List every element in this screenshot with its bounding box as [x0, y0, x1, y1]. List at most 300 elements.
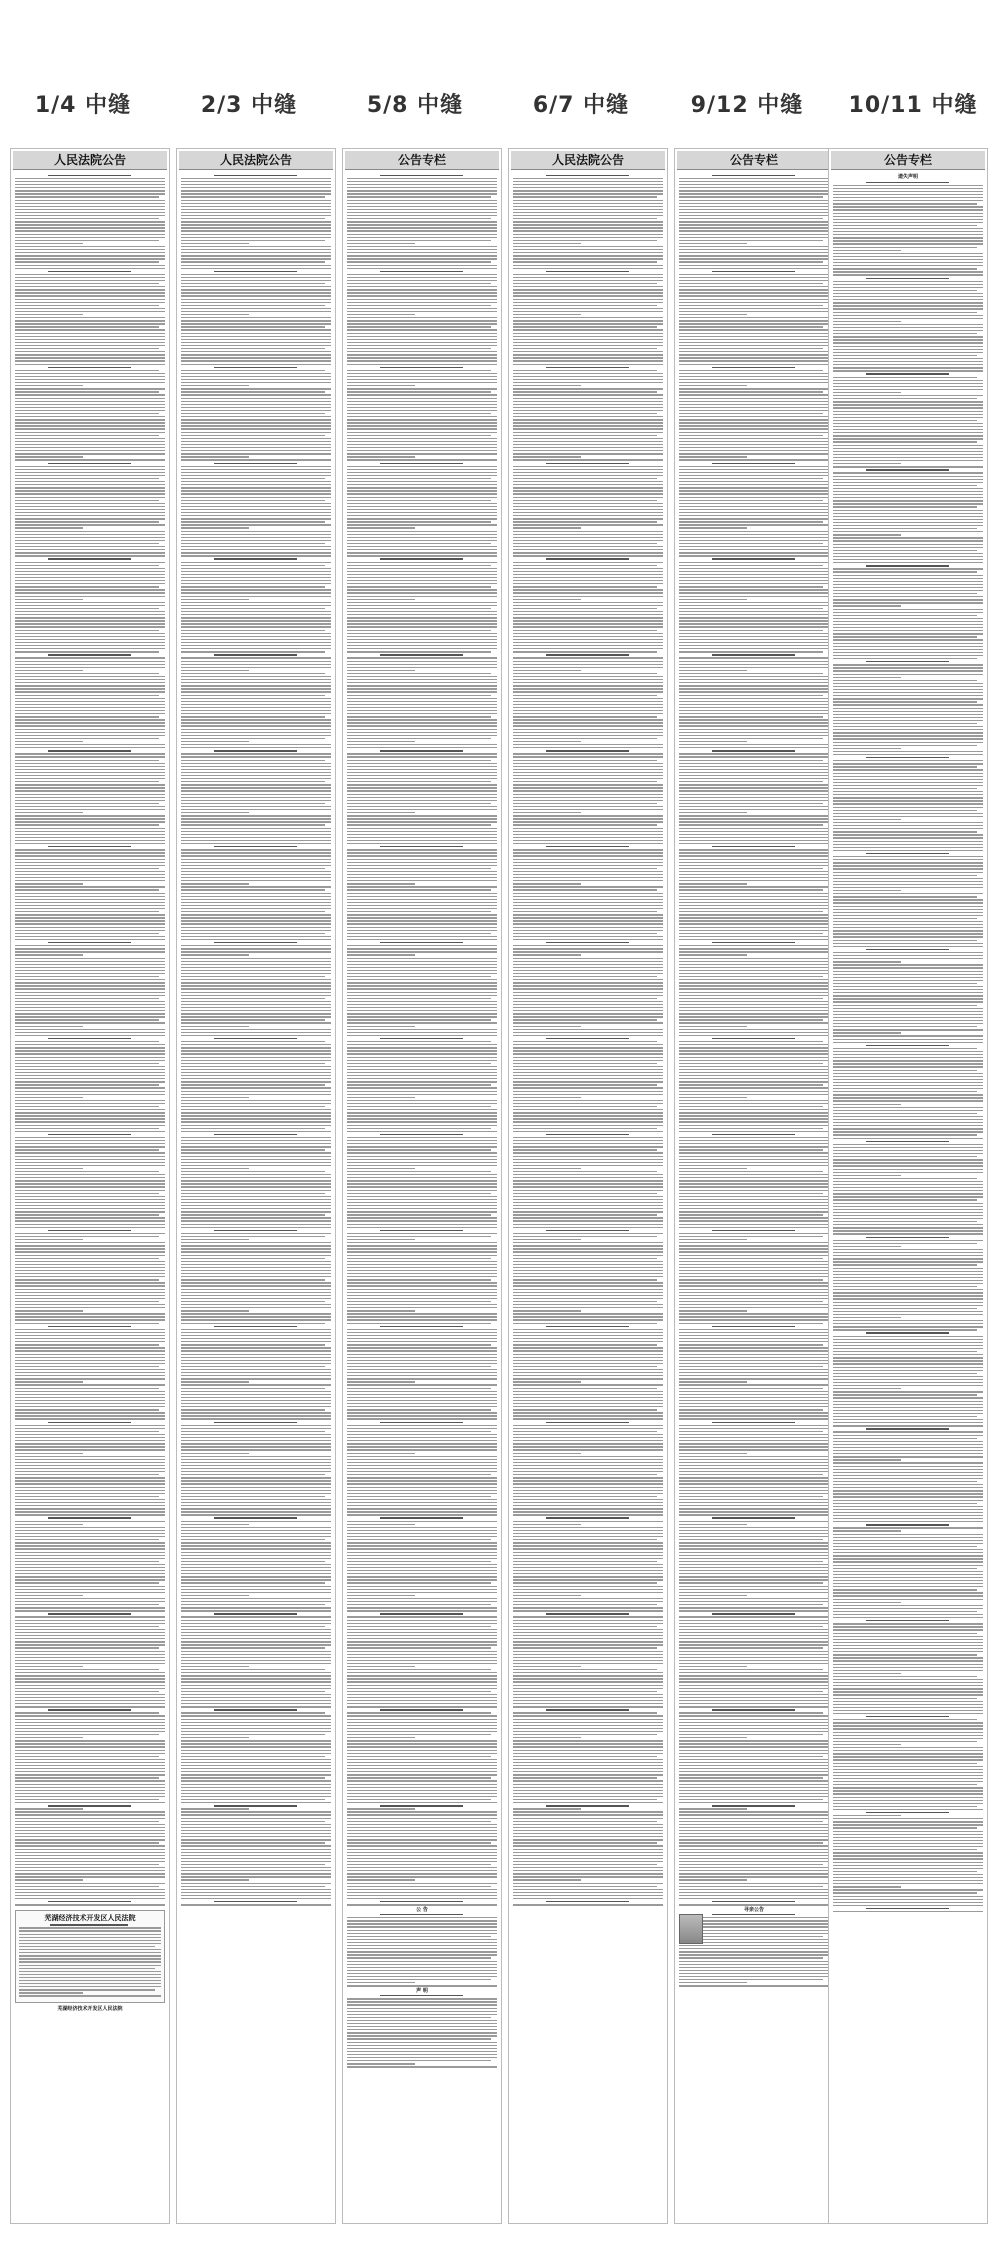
- illegible-text-line: [833, 1645, 983, 1646]
- illegible-text-line: [15, 954, 83, 955]
- illegible-text-line: [347, 1672, 497, 1673]
- illegible-text-line: [513, 614, 663, 615]
- illegible-text-line: [181, 218, 325, 219]
- illegible-text-line: [679, 215, 829, 216]
- illegible-text-line: [347, 1103, 497, 1104]
- illegible-text-line: [15, 1632, 165, 1633]
- illegible-text-line: [181, 1307, 331, 1308]
- illegible-text-line: [513, 679, 663, 680]
- illegible-text-line: [15, 447, 165, 448]
- illegible-text-line: [679, 1338, 829, 1339]
- illegible-text-line: [679, 1412, 829, 1413]
- illegible-text-line: [15, 515, 165, 516]
- illegible-text-line: [513, 404, 663, 405]
- illegible-text-line: [833, 1803, 983, 1804]
- illegible-text-line: [833, 1790, 983, 1791]
- illegible-text-line: [181, 1118, 331, 1119]
- illegible-text-line: [347, 1004, 497, 1005]
- illegible-text-line: [679, 1100, 829, 1101]
- illegible-text-line: [347, 1001, 497, 1002]
- illegible-text-line: [833, 1719, 977, 1720]
- illegible-text-line: [513, 1323, 657, 1324]
- illegible-text-line: [513, 1270, 663, 1271]
- illegible-text-line: [347, 1948, 497, 1949]
- illegible-text-line: [181, 626, 331, 627]
- illegible-text-line: [833, 958, 983, 959]
- illegible-text-line: [679, 493, 829, 494]
- illegible-text-line: [15, 1078, 165, 1079]
- illegible-text-line: [347, 265, 497, 266]
- illegible-text-line: [347, 268, 497, 269]
- illegible-text-line: [513, 756, 663, 757]
- illegible-text-line: [679, 1118, 829, 1119]
- illegible-text-line: [833, 485, 977, 486]
- illegible-text-line: [15, 258, 165, 259]
- illegible-text-line: [347, 998, 491, 999]
- illegible-text-line: [833, 590, 983, 591]
- illegible-text-line: [15, 203, 165, 204]
- illegible-text-line: [15, 1787, 165, 1788]
- illegible-text-line: [833, 946, 983, 947]
- illegible-text-line: [513, 775, 663, 776]
- illegible-text-line: [513, 537, 663, 538]
- illegible-text-line: [513, 394, 663, 395]
- illegible-text-line: [15, 1576, 165, 1577]
- illegible-text-line: [48, 1326, 131, 1327]
- illegible-text-line: [679, 255, 829, 256]
- illegible-text-line: [513, 1756, 657, 1757]
- illegible-text-line: [833, 1462, 983, 1463]
- illegible-text-line: [347, 1607, 497, 1608]
- illegible-text-line: [15, 1289, 165, 1290]
- illegible-text-line: [679, 1849, 829, 1850]
- illegible-text-line: [833, 639, 983, 640]
- illegible-text-line: [679, 633, 829, 634]
- illegible-text-line: [15, 1013, 165, 1014]
- illegible-text-line: [513, 1780, 663, 1781]
- seam-label-1-4: 1/4 中缝: [34, 93, 132, 118]
- illegible-text-line: [15, 1267, 165, 1268]
- illegible-text-line: [15, 416, 165, 417]
- illegible-text-line: [833, 1277, 983, 1278]
- illegible-text-line: [679, 305, 823, 306]
- illegible-text-line: [679, 274, 829, 275]
- illegible-text-line: [513, 1319, 663, 1320]
- illegible-text-line: [513, 1545, 663, 1546]
- illegible-text-line: [513, 923, 663, 924]
- illegible-text-line: [679, 1462, 829, 1463]
- illegible-text-line: [833, 1784, 977, 1785]
- illegible-text-line: [833, 1125, 983, 1126]
- illegible-text-line: [181, 531, 331, 532]
- column-body: [675, 170, 833, 1991]
- illegible-text-line: [833, 1001, 983, 1002]
- illegible-text-line: [15, 716, 159, 717]
- illegible-text-line: [181, 1703, 331, 1704]
- illegible-text-line: [513, 181, 663, 182]
- illegible-text-line: [15, 667, 165, 668]
- illegible-text-line: [347, 589, 497, 590]
- illegible-text-line: [15, 1753, 165, 1754]
- illegible-text-line: [833, 1116, 983, 1117]
- illegible-text-line: [347, 1688, 497, 1689]
- illegible-text-line: [833, 779, 983, 780]
- illegible-text-line: [347, 1029, 497, 1030]
- illegible-text-line: [833, 1035, 983, 1036]
- illegible-text-line: [833, 1005, 977, 1006]
- illegible-text-line: [833, 510, 983, 511]
- illegible-text-line: [679, 679, 829, 680]
- illegible-text-line: [513, 1499, 663, 1500]
- illegible-text-line: [679, 1285, 829, 1286]
- illegible-text-line: [866, 1524, 949, 1525]
- illegible-text-line: [679, 642, 829, 643]
- illegible-text-line: [181, 1097, 249, 1098]
- illegible-text-line: [15, 1347, 165, 1348]
- illegible-text-line: [181, 701, 331, 702]
- illegible-text-line: [15, 1586, 165, 1587]
- illegible-text-line: [513, 320, 663, 321]
- illegible-text-line: [679, 1360, 829, 1361]
- illegible-text-line: [679, 1734, 823, 1735]
- illegible-text-line: [181, 1750, 331, 1751]
- illegible-text-line: [347, 1579, 497, 1580]
- illegible-text-line: [347, 422, 497, 423]
- illegible-text-line: [15, 1121, 165, 1122]
- illegible-text-line: [679, 243, 747, 244]
- illegible-text-line: [181, 608, 325, 609]
- illegible-text-line: [679, 1190, 829, 1191]
- illegible-text-line: [513, 521, 657, 522]
- illegible-text-line: [15, 546, 165, 547]
- illegible-text-line: [679, 419, 829, 420]
- illegible-text-line: [679, 893, 829, 894]
- illegible-text-line: [181, 1273, 331, 1274]
- illegible-text-line: [181, 862, 331, 863]
- illegible-text-line: [833, 578, 983, 579]
- illegible-text-line: [347, 760, 491, 761]
- illegible-text-line: [181, 1196, 331, 1197]
- illegible-text-line: [513, 1505, 663, 1506]
- illegible-text-line: [679, 1239, 747, 1240]
- illegible-text-line: [679, 1282, 829, 1283]
- illegible-text-line: [15, 1165, 165, 1166]
- illegible-text-line: [15, 824, 159, 825]
- illegible-text-line: [15, 1384, 165, 1385]
- illegible-text-line: [15, 453, 165, 454]
- illegible-text-line: [19, 1992, 83, 1993]
- illegible-text-line: [513, 1521, 663, 1522]
- illegible-text-line: [181, 1298, 331, 1299]
- illegible-text-line: [15, 664, 165, 665]
- illegible-text-line: [513, 1022, 663, 1023]
- illegible-text-line: [513, 206, 663, 207]
- illegible-text-line: [679, 664, 829, 665]
- illegible-text-line: [513, 970, 663, 971]
- illegible-text-line: [866, 1332, 949, 1333]
- illegible-text-line: [679, 951, 829, 952]
- illegible-text-line: [15, 1799, 159, 1800]
- illegible-text-line: [833, 1020, 983, 1021]
- illegible-text-line: [513, 398, 663, 399]
- illegible-text-line: [15, 500, 159, 501]
- illegible-text-line: [181, 1072, 331, 1073]
- illegible-text-line: [679, 1490, 829, 1491]
- illegible-text-line: [15, 1719, 165, 1720]
- illegible-text-line: [513, 215, 663, 216]
- illegible-text-line: [15, 534, 165, 535]
- illegible-text-line: [347, 1403, 497, 1404]
- illegible-text-line: [347, 286, 497, 287]
- illegible-text-line: [833, 262, 983, 263]
- illegible-text-line: [679, 1842, 823, 1843]
- illegible-text-line: [181, 1678, 331, 1679]
- illegible-text-line: [15, 1895, 165, 1896]
- illegible-text-line: [15, 880, 165, 881]
- illegible-text-line: [833, 1880, 983, 1881]
- illegible-text-line: [181, 1081, 331, 1082]
- illegible-text-line: [679, 469, 829, 470]
- illegible-text-line: [833, 1391, 983, 1392]
- illegible-text-line: [15, 1641, 165, 1642]
- illegible-text-line: [679, 1542, 829, 1543]
- illegible-text-line: [513, 930, 663, 931]
- illegible-text-line: [380, 1038, 463, 1039]
- illegible-text-line: [15, 1681, 165, 1682]
- illegible-text-line: [833, 568, 983, 569]
- illegible-text-line: [347, 1867, 497, 1868]
- illegible-text-line: [347, 673, 491, 674]
- notice-text-block: [19, 1924, 161, 1996]
- illegible-text-line: [513, 490, 663, 491]
- illegible-text-line: [347, 803, 491, 804]
- illegible-text-line: [15, 1137, 165, 1138]
- illegible-text-line: [679, 398, 829, 399]
- illegible-text-line: [347, 633, 497, 634]
- illegible-text-line: [15, 329, 165, 330]
- illegible-text-line: [50, 1924, 128, 1925]
- illegible-text-line: [513, 218, 657, 219]
- illegible-text-line: [833, 318, 983, 319]
- illegible-text-line: [513, 1555, 663, 1556]
- illegible-text-line: [679, 710, 829, 711]
- illegible-text-line: [679, 1759, 829, 1760]
- illegible-text-line: [347, 936, 497, 937]
- illegible-text-line: [679, 549, 829, 550]
- illegible-text-line: [833, 1175, 901, 1176]
- illegible-text-line: [347, 317, 497, 318]
- illegible-text-line: [181, 617, 331, 618]
- illegible-text-line: [181, 1774, 331, 1775]
- illegible-text-line: [833, 1756, 983, 1757]
- illegible-text-line: [679, 1022, 829, 1023]
- illegible-text-line: [513, 1375, 663, 1376]
- illegible-text-line: [181, 1245, 331, 1246]
- illegible-text-line: [679, 1103, 829, 1104]
- illegible-text-line: [181, 481, 331, 482]
- illegible-text-line: [513, 1453, 581, 1454]
- illegible-text-line: [833, 1595, 983, 1596]
- illegible-text-line: [181, 1496, 325, 1497]
- illegible-text-line: [513, 1790, 663, 1791]
- illegible-text-line: [15, 1406, 165, 1407]
- illegible-text-line: [833, 1710, 983, 1711]
- illegible-text-line: [513, 1514, 663, 1515]
- illegible-text-line: [347, 1654, 497, 1655]
- illegible-text-line: [347, 1168, 415, 1169]
- illegible-text-line: [679, 1084, 823, 1085]
- illegible-text-line: [833, 1763, 977, 1764]
- illegible-text-line: [15, 1344, 159, 1345]
- illegible-text-line: [181, 645, 331, 646]
- illegible-text-line: [546, 175, 629, 176]
- illegible-text-line: [513, 1774, 663, 1775]
- illegible-text-line: [513, 626, 663, 627]
- illegible-text-line: [679, 1224, 829, 1225]
- illegible-text-line: [15, 862, 165, 863]
- illegible-text-line: [15, 729, 165, 730]
- illegible-text-line: [833, 528, 977, 529]
- illegible-text-line: [833, 841, 983, 842]
- illegible-text-line: [347, 790, 497, 791]
- illegible-text-line: [833, 773, 983, 774]
- illegible-text-line: [181, 1453, 249, 1454]
- illegible-text-line: [181, 837, 331, 838]
- illegible-text-line: [15, 1449, 165, 1450]
- illegible-text-line: [513, 329, 663, 330]
- illegible-text-line: [679, 886, 829, 887]
- illegible-text-line: [833, 1144, 983, 1145]
- illegible-text-line: [513, 642, 663, 643]
- illegible-text-line: [347, 450, 497, 451]
- illegible-text-line: [347, 992, 497, 993]
- illegible-text-line: [214, 1709, 297, 1710]
- illegible-text-line: [15, 1700, 165, 1701]
- illegible-text-line: [513, 719, 663, 720]
- illegible-text-line: [833, 1735, 983, 1736]
- illegible-text-line: [347, 1920, 497, 1921]
- illegible-text-line: [181, 1121, 331, 1122]
- illegible-text-line: [181, 1573, 331, 1574]
- illegible-text-line: [833, 1549, 983, 1550]
- illegible-text-line: [679, 1180, 829, 1181]
- illegible-text-line: [347, 1582, 491, 1583]
- illegible-text-line: [833, 1623, 983, 1624]
- illegible-text-line: [513, 1595, 581, 1596]
- illegible-text-line: [513, 1202, 663, 1203]
- illegible-text-line: [679, 781, 823, 782]
- illegible-text-line: [833, 1744, 901, 1745]
- illegible-text-line: [15, 1360, 165, 1361]
- illegible-text-line: [181, 509, 331, 510]
- illegible-text-line: [833, 1846, 983, 1847]
- illegible-text-line: [513, 286, 663, 287]
- illegible-text-line: [546, 271, 629, 272]
- illegible-text-line: [347, 688, 497, 689]
- illegible-text-line: [181, 243, 249, 244]
- illegible-text-line: [513, 1115, 663, 1116]
- illegible-text-line: [679, 1001, 829, 1002]
- illegible-text-line: [679, 806, 829, 807]
- illegible-text-line: [833, 906, 983, 907]
- illegible-text-line: [15, 527, 83, 528]
- illegible-text-line: [181, 815, 331, 816]
- illegible-text-line: [712, 1422, 795, 1423]
- illegible-text-line: [833, 1732, 983, 1733]
- illegible-text-line: [181, 1143, 331, 1144]
- illegible-text-line: [833, 516, 983, 517]
- illegible-text-line: [679, 1217, 829, 1218]
- illegible-text-line: [15, 964, 165, 965]
- illegible-text-line: [679, 1366, 823, 1367]
- illegible-text-line: [181, 1010, 331, 1011]
- illegible-text-line: [513, 1657, 663, 1658]
- illegible-text-line: [15, 1242, 165, 1243]
- illegible-text-line: [347, 178, 497, 179]
- illegible-text-line: [181, 286, 331, 287]
- illegible-text-line: [15, 1706, 165, 1707]
- illegible-text-line: [347, 1861, 497, 1862]
- illegible-text-line: [347, 1075, 497, 1076]
- illegible-text-line: [513, 1131, 663, 1132]
- illegible-text-line: [679, 992, 829, 993]
- illegible-text-line: [679, 444, 829, 445]
- illegible-text-line: [833, 1543, 983, 1544]
- illegible-text-line: [347, 828, 497, 829]
- illegible-text-line: [513, 1350, 663, 1351]
- illegible-text-line: [679, 1121, 829, 1122]
- illegible-text-line: [513, 691, 663, 692]
- illegible-text-line: [679, 413, 823, 414]
- illegible-text-line: [15, 1372, 165, 1373]
- column-body: [11, 170, 169, 2016]
- illegible-text-line: [679, 862, 829, 863]
- illegible-text-line: [833, 197, 983, 198]
- illegible-text-line: [833, 339, 983, 340]
- illegible-text-line: [833, 1057, 983, 1058]
- illegible-text-line: [15, 1087, 165, 1088]
- illegible-text-line: [679, 1363, 829, 1364]
- illegible-text-line: [181, 1833, 331, 1834]
- illegible-text-line: [347, 784, 497, 785]
- illegible-text-line: [347, 1734, 491, 1735]
- illegible-text-line: [513, 1536, 663, 1537]
- illegible-text-line: [513, 1777, 657, 1778]
- illegible-text-line: [347, 1242, 497, 1243]
- illegible-text-line: [833, 909, 983, 910]
- illegible-text-line: [15, 277, 165, 278]
- illegible-text-line: [181, 954, 249, 955]
- illegible-text-line: [679, 196, 823, 197]
- illegible-text-line: [181, 1403, 331, 1404]
- illegible-text-line: [214, 1038, 297, 1039]
- illegible-text-line: [833, 1583, 983, 1584]
- illegible-text-line: [181, 1264, 331, 1265]
- illegible-text-line: [679, 1456, 829, 1457]
- illegible-text-line: [181, 1632, 331, 1633]
- illegible-text-line: [181, 1103, 331, 1104]
- illegible-text-line: [833, 1902, 983, 1903]
- illegible-text-line: [347, 1616, 497, 1617]
- illegible-text-line: [181, 391, 325, 392]
- illegible-text-line: [513, 1190, 663, 1191]
- illegible-text-line: [347, 1131, 497, 1132]
- illegible-text-line: [15, 1768, 165, 1769]
- illegible-text-line: [347, 1186, 497, 1187]
- illegible-text-line: [513, 1474, 657, 1475]
- illegible-text-line: [513, 1384, 663, 1385]
- illegible-text-line: [347, 1842, 491, 1843]
